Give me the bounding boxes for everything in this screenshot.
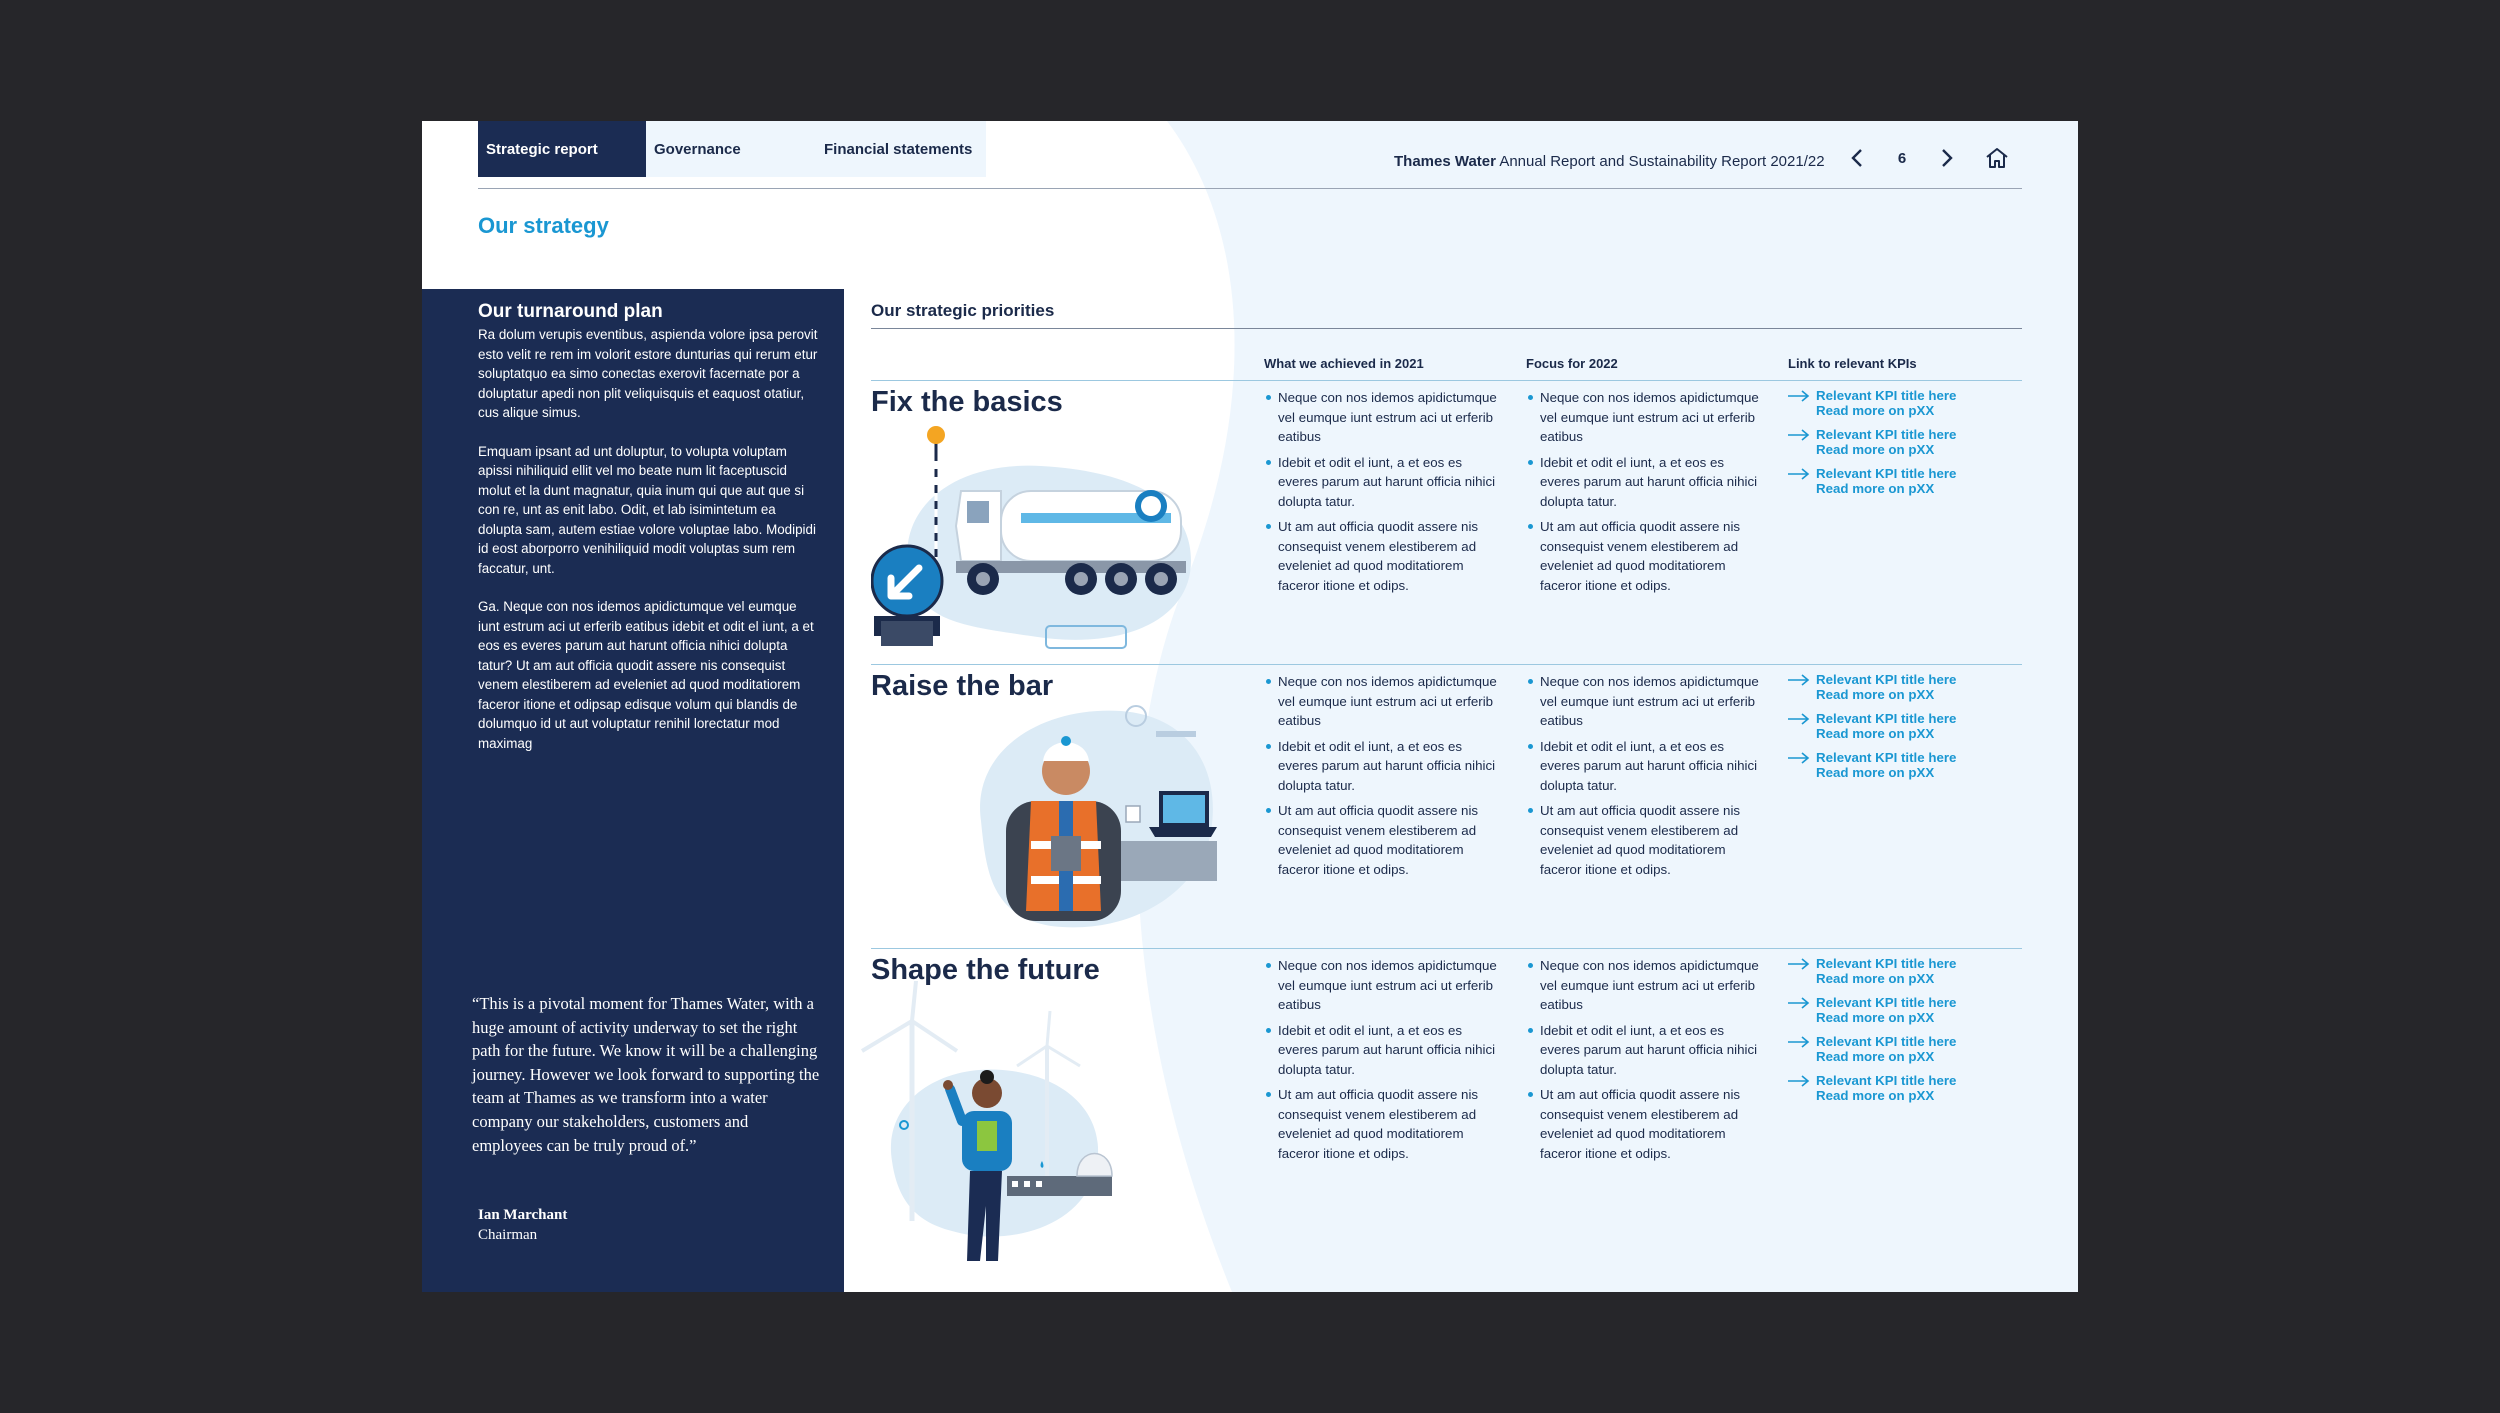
kpi-title: Relevant KPI title here: [1816, 427, 1957, 442]
kpi-read-more: Read more on pXX: [1816, 686, 1935, 702]
list-item: Idebit et odit el iunt, a et eos es everes parum aut harunt officia nihici dolupta tatur.: [1526, 453, 1764, 512]
achieved-list: [1264, 388, 1502, 601]
chevron-right-icon[interactable]: [1932, 143, 1962, 173]
list-item: Ut am aut officia quodit assere nis consequist venem elestiberem ad eveleniet ad quod moditatiorem faceror itione et odips.: [1526, 801, 1764, 879]
kpi-title: Relevant KPI title here: [1816, 388, 1957, 403]
priority-title-fix-the-basics: Fix the basics: [871, 386, 1063, 418]
tanker-truck-illustration: [871, 421, 1251, 661]
kpi-title: Relevant KPI title here: [1816, 466, 1957, 481]
tab-strategic-report[interactable]: Strategic report: [478, 121, 646, 177]
list-item: Idebit et odit el iunt, a et eos es everes parum aut harunt officia nihici dolupta tatur.: [1264, 737, 1502, 796]
turnaround-paragraph: Emquam ipsant ad unt doluptur, to volupta voluptam apissi nihiliquid ellit vel mo beate num lit faceptuscid molut et la dunt magnatur, quia inum qui que aut que si con re, unt as enit labo. Odit, et lab isimintetum ea dolupta sam, autem estiae volore voluptae labo. Modipidi id eost aborporro venihiliquid modit voluptas sum rem faccatur, unt.: [478, 443, 816, 576]
page-navigation: [1842, 143, 2012, 173]
priority-title-shape-the-future: Shape the future: [871, 954, 1100, 986]
page-title: Our strategy: [478, 213, 609, 238]
turnaround-heading: Our turnaround plan: [478, 301, 663, 322]
kpi-read-more: Read more on pXX: [1816, 480, 1935, 496]
list-item: Idebit et odit el iunt, a et eos es everes parum aut harunt officia nihici dolupta tatur.: [1526, 737, 1764, 796]
list-item: Ut am aut officia quodit assere nis consequist venem elestiberem ad eveleniet ad quod moditatiorem faceror itione et odips.: [1526, 1085, 1764, 1163]
list-item: Neque con nos idemos apidictumque vel eumque iunt estrum aci ut erferib eatibus: [1526, 388, 1764, 447]
turnaround-paragraph: Ga. Neque con nos idemos apidictumque vel eumque iunt estrum aci ut erferib eatibus idebit et odit el iunt, a et eos es everes parum aut harunt officia nihici dolupta tatur? Ut am aut officia quodit assere nis consequist venem elestiberem ad eveleniet ad quod moditatiorem faceror itione et odipsap edisque volum qui blandis de dolumquo id ut aut voluptatur renihil lorectatur mod maximag: [478, 599, 814, 751]
kpi-link[interactable]: [1788, 389, 1988, 418]
kpi-read-more: Read more on pXX: [1816, 1048, 1935, 1064]
home-icon[interactable]: [1982, 143, 2012, 173]
arrow-right-icon: [1788, 468, 1810, 480]
kpi-title: Relevant KPI title here: [1816, 672, 1957, 687]
report-title: [1394, 153, 1825, 170]
tab-governance[interactable]: Governance: [646, 121, 816, 177]
kpi-link[interactable]: [1788, 428, 1988, 457]
kpi-link[interactable]: [1788, 1074, 1988, 1103]
achieved-list: [1264, 672, 1502, 885]
arrow-right-icon: [1788, 1075, 1810, 1087]
brand-name: Thames Water: [1394, 153, 1496, 170]
kpi-read-more: Read more on pXX: [1816, 1009, 1935, 1025]
kpi-link[interactable]: [1788, 673, 1988, 702]
priorities-heading: Our strategic priorities: [871, 301, 1055, 320]
kpi-title: Relevant KPI title here: [1816, 750, 1957, 765]
list-item: Neque con nos idemos apidictumque vel eumque iunt estrum aci ut erferib eatibus: [1526, 956, 1764, 1015]
kpi-read-more: Read more on pXX: [1816, 1087, 1935, 1103]
turnaround-body: [478, 325, 818, 772]
header-divider: [478, 188, 2022, 189]
page-number: 6: [1897, 149, 1907, 167]
kpi-read-more: Read more on pXX: [1816, 970, 1935, 986]
kpi-links: [1788, 673, 1988, 790]
kpi-title: Relevant KPI title here: [1816, 1073, 1957, 1088]
arrow-right-icon: [1788, 1036, 1810, 1048]
quote-author: Ian Marchant: [478, 1207, 568, 1223]
arrow-right-icon: [1788, 752, 1810, 764]
list-item: Ut am aut officia quodit assere nis consequist venem elestiberem ad eveleniet ad quod moditatiorem faceror itione et odips.: [1264, 517, 1502, 595]
kpi-link[interactable]: [1788, 712, 1988, 741]
arrow-right-icon: [1788, 713, 1810, 725]
focus-list: [1526, 672, 1764, 885]
arrow-right-icon: [1788, 429, 1810, 441]
chairman-quote: “This is a pivotal moment for Thames Water, with a huge amount of activity underway to set the right path for the future. We know it will be a challenging journey. However we look forward to supporting the team at Thames as we transform into a water company our stakeholders, customers and employees can be truly proud of.”: [472, 994, 820, 1155]
list-item: Neque con nos idemos apidictumque vel eumque iunt estrum aci ut erferib eatibus: [1264, 388, 1502, 447]
kpi-links: [1788, 389, 1988, 506]
kpi-links: [1788, 957, 1988, 1113]
quote-author-role: Chairman: [478, 1227, 538, 1243]
column-header-focus: Focus for 2022: [1526, 356, 1618, 371]
list-item: Neque con nos idemos apidictumque vel eumque iunt estrum aci ut erferib eatibus: [1264, 672, 1502, 731]
list-item: Idebit et odit el iunt, a et eos es everes parum aut harunt officia nihici dolupta tatur.: [1264, 1021, 1502, 1080]
kpi-link[interactable]: [1788, 957, 1988, 986]
report-page: [422, 121, 2078, 1292]
chevron-left-icon[interactable]: [1842, 143, 1872, 173]
section-tabs: [478, 121, 986, 177]
tab-financial-statements[interactable]: Financial statements: [816, 121, 986, 177]
row-divider: [871, 380, 2022, 381]
kpi-link[interactable]: [1788, 467, 1988, 496]
priority-title-raise-the-bar: Raise the bar: [871, 670, 1054, 702]
kpi-read-more: Read more on pXX: [1816, 725, 1935, 741]
priorities-divider: [871, 328, 2022, 329]
arrow-right-icon: [1788, 997, 1810, 1009]
row-divider: [871, 664, 2022, 665]
kpi-link[interactable]: [1788, 751, 1988, 780]
kpi-read-more: Read more on pXX: [1816, 764, 1935, 780]
arrow-right-icon: [1788, 958, 1810, 970]
list-item: Ut am aut officia quodit assere nis consequist venem elestiberem ad eveleniet ad quod moditatiorem faceror itione et odips.: [1526, 517, 1764, 595]
column-header-achieved: What we achieved in 2021: [1264, 356, 1424, 371]
list-item: Neque con nos idemos apidictumque vel eumque iunt estrum aci ut erferib eatibus: [1526, 672, 1764, 731]
list-item: Idebit et odit el iunt, a et eos es everes parum aut harunt officia nihici dolupta tatur.: [1526, 1021, 1764, 1080]
wind-turbine-worker-illustration: [842, 981, 1262, 1261]
arrow-right-icon: [1788, 390, 1810, 402]
achieved-list: [1264, 956, 1502, 1169]
kpi-title: Relevant KPI title here: [1816, 956, 1957, 971]
turnaround-paragraph: Ra dolum verupis eventibus, aspienda volore ipsa perovit esto velit re rem im volorit estore dunturias qui rerum etur soluptatquo ea simo conectas exerovit facernate por a doluptatur apedi non plit veliquisquis et eaquost otatiur, cus alique simus.: [478, 327, 818, 420]
kpi-title: Relevant KPI title here: [1816, 1034, 1957, 1049]
turnaround-panel: [422, 289, 844, 1292]
kpi-link[interactable]: [1788, 996, 1988, 1025]
row-divider: [871, 948, 2022, 949]
kpi-link[interactable]: [1788, 1035, 1988, 1064]
kpi-title: Relevant KPI title here: [1816, 995, 1957, 1010]
engineer-illustration: [871, 691, 1251, 931]
kpi-read-more: Read more on pXX: [1816, 402, 1935, 418]
focus-list: [1526, 388, 1764, 601]
list-item: Ut am aut officia quodit assere nis consequist venem elestiberem ad eveleniet ad quod moditatiorem faceror itione et odips.: [1264, 1085, 1502, 1163]
arrow-right-icon: [1788, 674, 1810, 686]
kpi-title: Relevant KPI title here: [1816, 711, 1957, 726]
list-item: Neque con nos idemos apidictumque vel eumque iunt estrum aci ut erferib eatibus: [1264, 956, 1502, 1015]
list-item: Ut am aut officia quodit assere nis consequist venem elestiberem ad eveleniet ad quod moditatiorem faceror itione et odips.: [1264, 801, 1502, 879]
report-name: Annual Report and Sustainability Report 2021/22: [1499, 153, 1825, 170]
list-item: Idebit et odit el iunt, a et eos es everes parum aut harunt officia nihici dolupta tatur.: [1264, 453, 1502, 512]
kpi-read-more: Read more on pXX: [1816, 441, 1935, 457]
focus-list: [1526, 956, 1764, 1169]
column-header-kpis: Link to relevant KPIs: [1788, 356, 1917, 371]
